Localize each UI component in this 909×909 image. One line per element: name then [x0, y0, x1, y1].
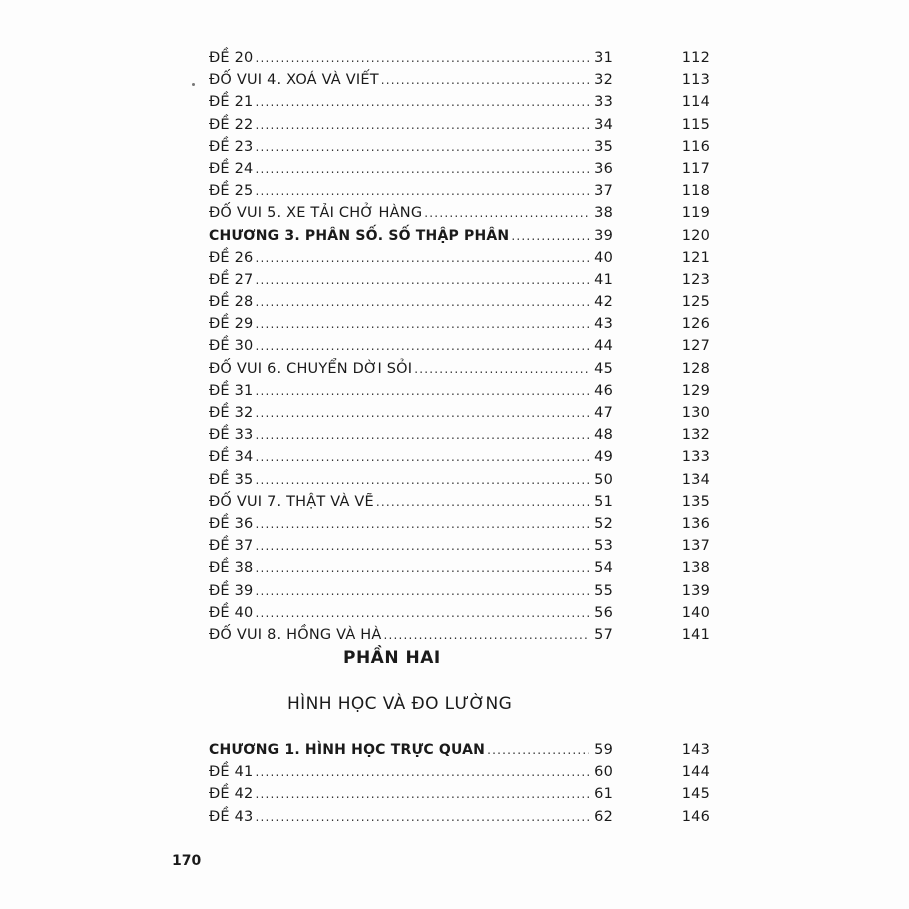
- dot-leader: [255, 424, 589, 446]
- toc-entry-line: [209, 602, 613, 624]
- toc-entry-label: ĐỀ 37: [209, 538, 254, 555]
- dot-leader: [255, 180, 589, 202]
- scan-speck: [192, 83, 195, 86]
- toc-entry-page: 43: [594, 316, 613, 333]
- dot-leader: [255, 335, 589, 357]
- toc-entry-answer-page: 135: [681, 493, 710, 510]
- toc-entry-label: ĐỀ 23: [209, 138, 254, 155]
- toc-entry-line: [209, 491, 613, 513]
- toc-entry-line: [209, 69, 613, 91]
- toc-entry: [209, 136, 709, 158]
- toc-entry-page: 55: [594, 582, 613, 599]
- dot-leader: [255, 602, 589, 624]
- toc-entry-answer-page: 125: [681, 294, 710, 311]
- dot-leader: [511, 225, 589, 247]
- toc-entry-page: 52: [594, 515, 613, 532]
- toc-entry-line: [209, 114, 613, 136]
- toc-entry-answer-page: 139: [681, 582, 710, 599]
- toc-entry-label: ĐỀ 30: [209, 338, 254, 355]
- toc-entry: [209, 602, 709, 624]
- toc-entry-line: [209, 624, 613, 646]
- toc-entry-answer-page: 114: [681, 94, 710, 111]
- toc-entry-page: 31: [594, 50, 613, 66]
- toc-entry-line: [209, 446, 613, 468]
- dot-leader: [255, 446, 589, 468]
- toc-entry-page: 36: [594, 160, 613, 177]
- toc-entry-label: ĐỀ 32: [209, 405, 254, 421]
- toc-entry: [209, 158, 709, 180]
- toc-entry-line: [209, 313, 613, 335]
- toc-entry-line: [209, 469, 613, 491]
- toc-entry-label: ĐỀ 31: [209, 382, 254, 399]
- dot-leader: [255, 269, 589, 291]
- toc-entry-answer-page: 144: [681, 764, 710, 781]
- toc-entry-page: 41: [594, 271, 613, 288]
- toc-entry-answer-page: 133: [681, 449, 710, 466]
- toc-entry-answer-page: 140: [681, 604, 710, 621]
- toc-entry-page: 50: [594, 471, 613, 488]
- toc-entry-line: [209, 247, 613, 269]
- toc-entry-line: [209, 513, 613, 535]
- toc-entry: [209, 557, 709, 579]
- toc-entry-answer-page: 146: [681, 808, 710, 825]
- toc-entry-line: [209, 580, 613, 602]
- toc-entry: [209, 491, 709, 513]
- toc-entry-label: ĐỀ 42: [209, 786, 254, 803]
- toc-entry-page: 54: [594, 560, 613, 577]
- toc-entry-page: 38: [594, 205, 613, 222]
- toc-entry-page: 46: [594, 382, 613, 399]
- toc-entry: [209, 424, 709, 446]
- toc-entry-answer-page: 132: [681, 427, 710, 444]
- toc-entry-label: ĐỐ VUI 7. THẬT VÀ VẼ: [209, 493, 374, 510]
- dot-leader: [255, 136, 589, 158]
- toc-entry-line: [209, 557, 613, 579]
- dot-leader: [255, 158, 589, 180]
- toc-entry: [209, 761, 709, 783]
- toc-entry: [209, 380, 709, 402]
- toc-entry: [209, 335, 709, 357]
- toc-entry-answer-page: 127: [681, 338, 710, 355]
- toc-entry: [209, 469, 709, 491]
- dot-leader: [255, 557, 589, 579]
- dot-leader: [424, 202, 589, 224]
- part-subtitle: HÌNH HỌC VÀ ĐO LƯỜNG: [287, 694, 513, 714]
- toc-entry: [209, 513, 709, 535]
- toc-entry-page: 53: [594, 538, 613, 555]
- toc-entry: [209, 91, 709, 113]
- toc-entry-label: ĐỐ VUI 4. XOÁ VÀ VIẾT: [209, 72, 379, 89]
- toc-entry-line: [209, 424, 613, 446]
- toc-entry-label: ĐỀ 25: [209, 183, 254, 200]
- toc-entry: [209, 806, 709, 828]
- toc-entry-page: 35: [594, 138, 613, 155]
- toc-entry-page: 33: [594, 94, 613, 111]
- dot-leader: [414, 358, 589, 380]
- toc-entry-label: ĐỀ 22: [209, 116, 254, 133]
- toc-entry-label: ĐỀ 21: [209, 94, 254, 111]
- toc-entry-label: ĐỀ 40: [209, 604, 254, 621]
- toc-entry-page: 47: [594, 405, 613, 421]
- dot-leader: [255, 806, 589, 828]
- toc-entry-page: 56: [594, 604, 613, 621]
- toc-entry-line: [209, 761, 613, 783]
- dot-leader: [255, 47, 589, 69]
- dot-leader: [255, 91, 589, 113]
- toc-entry: [209, 783, 709, 805]
- page-number: 170: [172, 853, 202, 869]
- toc-entry-line: [209, 783, 613, 805]
- toc-entry-line: [209, 402, 613, 424]
- toc-entry-label: ĐỀ 20: [209, 50, 254, 66]
- toc-entry-line: [209, 535, 613, 557]
- dot-leader: [255, 402, 589, 424]
- toc-entry-answer-page: 117: [681, 160, 710, 177]
- toc-entry-page: 39: [594, 227, 613, 244]
- toc-entry: [209, 358, 709, 380]
- toc-entry-answer-page: 119: [681, 205, 710, 222]
- dot-leader: [255, 580, 589, 602]
- toc-entry-page: 59: [594, 742, 613, 758]
- toc-entry-page: 51: [594, 493, 613, 510]
- toc-entry-line: [209, 291, 613, 313]
- toc-entry-line: [209, 136, 613, 158]
- toc-entry-answer-page: 136: [681, 515, 710, 532]
- toc-entry-label: ĐỀ 24: [209, 160, 254, 177]
- toc-entry-line: [209, 380, 613, 402]
- dot-leader: [255, 761, 589, 783]
- dot-leader: [383, 624, 589, 646]
- toc-entry-line: [209, 47, 613, 69]
- toc-entry-line: [209, 180, 613, 202]
- dot-leader: [487, 739, 589, 761]
- toc-entry-page: 37: [594, 183, 613, 200]
- toc-entry-line: [209, 91, 613, 113]
- toc-entry: [209, 313, 709, 335]
- toc-entry: [209, 535, 709, 557]
- toc-entry: [209, 69, 709, 91]
- toc-section-part-one: [209, 47, 709, 646]
- toc-entry: [209, 580, 709, 602]
- toc-entry: [209, 446, 709, 468]
- toc-entry-label: ĐỀ 35: [209, 471, 254, 488]
- toc-entry: [209, 114, 709, 136]
- toc-entry-line: [209, 269, 613, 291]
- part-title: PHẦN HAI: [343, 648, 441, 668]
- toc-entry-page: 49: [594, 449, 613, 466]
- dot-leader: [255, 247, 589, 269]
- toc-entry-label: ĐỀ 38: [209, 560, 254, 577]
- dot-leader: [255, 535, 589, 557]
- toc-entry-page: 57: [594, 626, 613, 643]
- toc-entry-answer-page: 143: [681, 742, 710, 758]
- toc-section-part-two: [209, 739, 709, 828]
- toc-entry-line: [209, 158, 613, 180]
- toc-entry-line: [209, 806, 613, 828]
- toc-entry-label: ĐỀ 43: [209, 808, 254, 825]
- toc-entry-line: [209, 335, 613, 357]
- toc-entry-label: ĐỀ 41: [209, 764, 254, 781]
- toc-entry-answer-page: 129: [681, 382, 710, 399]
- toc-entry: [209, 180, 709, 202]
- toc-entry-label: CHƯƠNG 3. PHÂN SỐ. SỐ THẬP PHÂN: [209, 227, 510, 244]
- toc-entry-answer-page: 116: [681, 138, 710, 155]
- toc-entry-answer-page: 130: [681, 405, 710, 421]
- toc-entry-label: CHƯƠNG 1. HÌNH HỌC TRỰC QUAN: [209, 742, 486, 758]
- toc-entry: [209, 202, 709, 224]
- toc-entry-page: 40: [594, 249, 613, 266]
- dot-leader: [255, 513, 589, 535]
- toc-entry: [209, 402, 709, 424]
- toc-entry: [209, 291, 709, 313]
- dot-leader: [376, 491, 589, 513]
- toc-entry-label: ĐỐ VUI 6. CHUYỂN DỜI SỎI: [209, 360, 413, 377]
- toc-entry-answer-page: 120: [681, 227, 710, 244]
- toc-entry-page: 32: [594, 72, 613, 89]
- toc-entry-answer-page: 141: [681, 626, 710, 643]
- toc-entry-label: ĐỀ 27: [209, 271, 254, 288]
- toc-entry-label: ĐỐ VUI 5. XE TẢI CHỞ HÀNG: [209, 205, 423, 222]
- toc-entry-answer-page: 126: [681, 316, 710, 333]
- toc-entry-answer-page: 121: [681, 249, 710, 266]
- toc-entry: [209, 47, 709, 69]
- dot-leader: [381, 69, 589, 91]
- toc-entry-answer-page: 123: [681, 271, 710, 288]
- toc-entry-answer-page: 118: [681, 183, 710, 200]
- toc-entry-page: 60: [594, 764, 613, 781]
- toc-entry-answer-page: 112: [681, 50, 710, 66]
- dot-leader: [255, 469, 589, 491]
- toc-entry: [209, 269, 709, 291]
- toc-entry: [209, 624, 709, 646]
- toc-entry-line: [209, 739, 613, 761]
- toc-entry-label: ĐỐ VUI 8. HỒNG VÀ HÀ: [209, 626, 382, 643]
- toc-entry-label: ĐỀ 33: [209, 427, 254, 444]
- toc-entry-page: 45: [594, 360, 613, 377]
- toc-entry-page: 61: [594, 786, 613, 803]
- toc-entry: [209, 739, 709, 761]
- toc-entry-answer-page: 115: [681, 116, 710, 133]
- toc-entry-answer-page: 113: [681, 72, 710, 89]
- dot-leader: [255, 291, 589, 313]
- toc-entry-answer-page: 138: [681, 560, 710, 577]
- toc-entry-label: ĐỀ 39: [209, 582, 254, 599]
- toc-entry-line: [209, 358, 613, 380]
- toc-entry-answer-page: 137: [681, 538, 710, 555]
- toc-entry-page: 34: [594, 116, 613, 133]
- toc-entry-page: 42: [594, 294, 613, 311]
- toc-entry-label: ĐỀ 26: [209, 249, 254, 266]
- toc-entry-page: 44: [594, 338, 613, 355]
- dot-leader: [255, 114, 589, 136]
- toc-entry-line: [209, 225, 613, 247]
- toc-entry-label: ĐỀ 36: [209, 515, 254, 532]
- dot-leader: [255, 380, 589, 402]
- toc-entry-label: ĐỀ 28: [209, 294, 254, 311]
- toc-entry-page: 48: [594, 427, 613, 444]
- toc-entry-page: 62: [594, 808, 613, 825]
- toc-entry-answer-page: 134: [681, 471, 710, 488]
- toc-entry-label: ĐỀ 29: [209, 316, 254, 333]
- toc-entry-answer-page: 145: [681, 786, 710, 803]
- toc-entry-answer-page: 128: [681, 360, 710, 377]
- toc-entry-label: ĐỀ 34: [209, 449, 254, 466]
- toc-entry-line: [209, 202, 613, 224]
- dot-leader: [255, 783, 589, 805]
- toc-entry: [209, 225, 709, 247]
- dot-leader: [255, 313, 589, 335]
- toc-entry: [209, 247, 709, 269]
